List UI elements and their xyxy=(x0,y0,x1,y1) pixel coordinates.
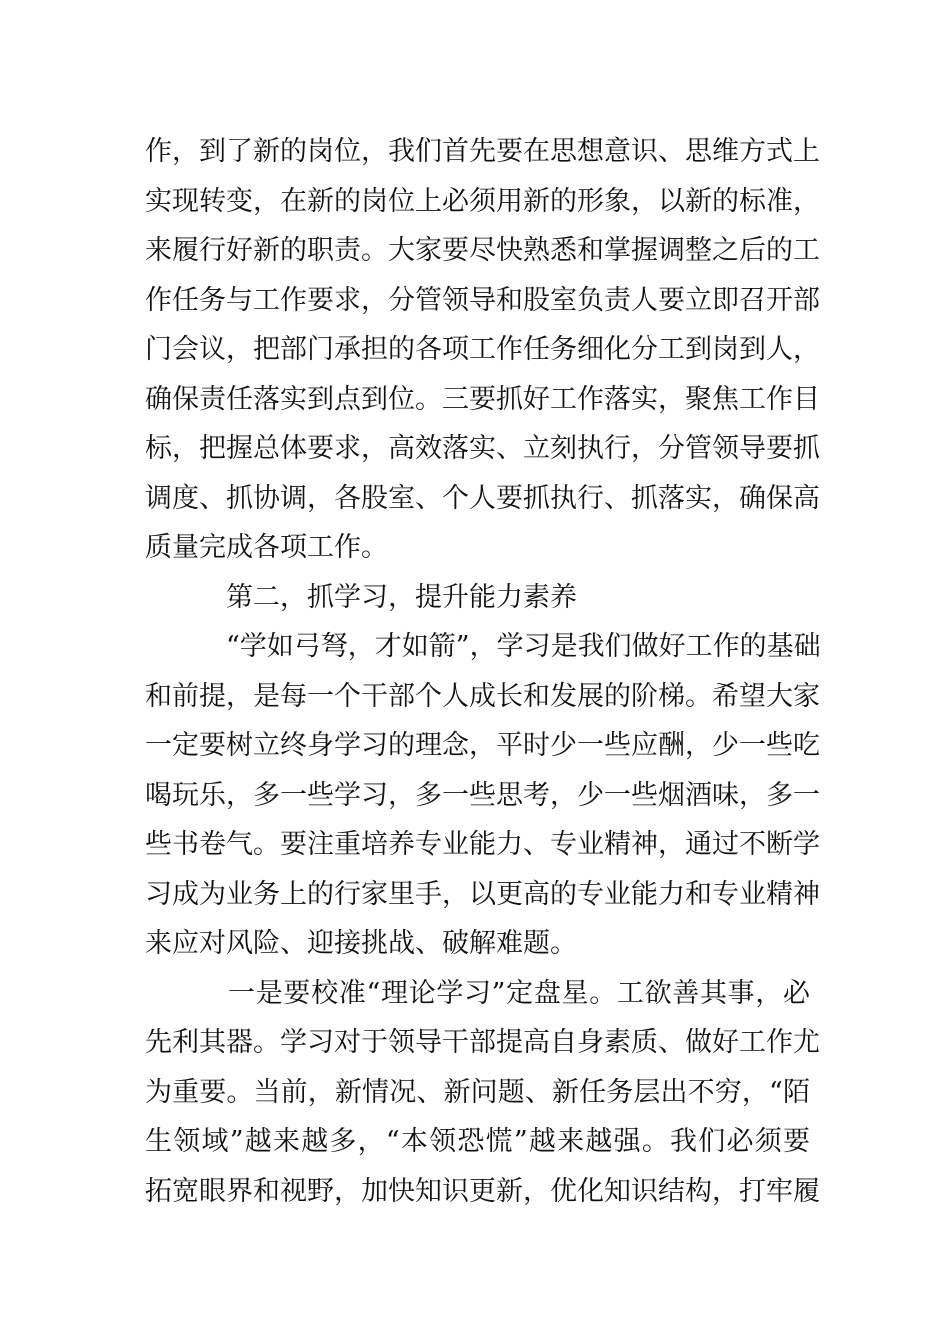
text-line: 实现转变，在新的岗位上必须用新的形象，以新的标准， xyxy=(145,185,820,217)
text-line: “学如弓弩，才如箭”，学习是我们做好工作的基础 xyxy=(145,631,821,662)
text-line: 习成为业务上的行家里手，以更高的专业能力和专业精神 xyxy=(145,878,820,910)
text-line: 先利其器。学习对于领导干部提高自身素质、做好工作尤 xyxy=(145,1027,820,1058)
text-line: 作任务与工作要求，分管领导和股室负责人要立即召开部 xyxy=(145,284,820,316)
text-line: 些书卷气。要注重培养专业能力、专业精神，通过不断学 xyxy=(145,829,820,860)
text-line: 质量完成各项工作。 xyxy=(145,532,388,563)
text-line: 作，到了新的岗位，我们首先要在思想意识、思维方式上 xyxy=(145,136,820,167)
text-line: 确保责任落实到点到位。三要抓好工作落实，聚焦工作目 xyxy=(145,383,820,415)
text-line: 标，把握总体要求，高效落实、立刻执行，分管领导要抓 xyxy=(145,433,820,464)
text-line: 门会议，把部门承担的各项工作任务细化分工到岗到人， xyxy=(145,334,820,365)
text-line: 一是要校准“理论学习”定盘星。工欲善其事，必 xyxy=(145,977,810,1009)
text-line: 调度、抓协调，各股室、个人要抓执行、抓落实，确保高 xyxy=(145,482,820,514)
section-heading: 第二，抓学习，提升能力素养 xyxy=(145,581,577,613)
text-line: 喝玩乐，多一些学习，多一些思考，少一些烟酒味，多一 xyxy=(145,779,820,811)
text-line: 和前提，是每一个干部个人成长和发展的阶梯。希望大家 xyxy=(145,680,820,712)
text-line: 为重要。当前，新情况、新问题、新任务层出不穷，“陌 xyxy=(145,1076,810,1108)
body-text xyxy=(145,127,821,1216)
text-line: 来应对风险、迎接挑战、破解难题。 xyxy=(145,928,577,959)
text-line: 一定要树立终身学习的理念，平时少一些应酬，少一些吃 xyxy=(145,730,820,761)
text-line: 拓宽眼界和视野，加快知识更新，优化知识结构，打牢履 xyxy=(145,1175,820,1207)
text-line: 生领域”越来越多，“本领恐慌”越来越强。我们必须要 xyxy=(145,1126,810,1157)
text-line: 来履行好新的职责。大家要尽快熟悉和掌握调整之后的工 xyxy=(145,235,820,266)
